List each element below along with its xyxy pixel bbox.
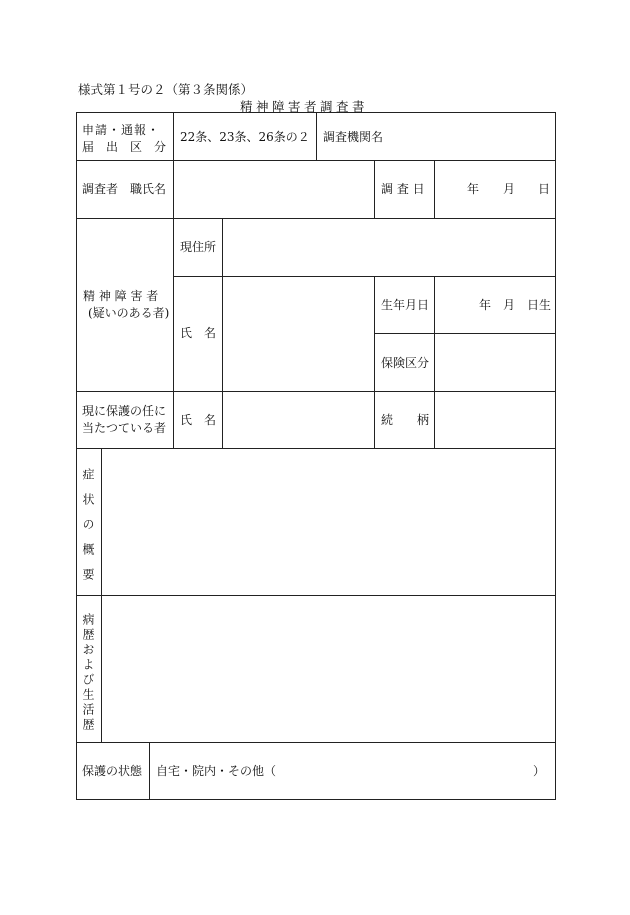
protection-status-options: 自宅・院内・その他（	[156, 764, 277, 778]
birth-day-label: 日生	[527, 298, 552, 312]
person-name-field[interactable]	[223, 277, 373, 390]
guardian-label-line2: 当たつている者	[82, 421, 167, 435]
divider	[76, 742, 556, 743]
document-title: 精神障害者調査書	[240, 99, 369, 114]
investigator-name-label: 調査者 職氏名	[82, 182, 167, 196]
protection-status-close-paren: ）	[533, 764, 546, 778]
relationship-field[interactable]	[435, 392, 555, 447]
symptoms-label: 症状の概要	[81, 468, 95, 593]
birth-month-label: 月	[503, 298, 516, 312]
protection-status-label: 保護の状態	[82, 764, 143, 778]
history-field[interactable]	[102, 596, 555, 741]
protection-other-field[interactable]	[285, 748, 525, 794]
agency-name-field[interactable]	[390, 113, 554, 159]
divider	[374, 160, 375, 218]
guardian-label-line1: 現に保護の任に	[82, 404, 167, 418]
divider	[374, 276, 375, 448]
investigator-name-field[interactable]	[174, 161, 373, 217]
person-label-line1: 精 神 障 害 者	[83, 289, 159, 303]
agency-name-label: 調査機関名	[323, 130, 384, 144]
insurance-label: 保険区分	[381, 356, 430, 370]
birth-date-field[interactable]	[435, 277, 555, 332]
guardian-name-label: 氏 名	[180, 413, 217, 427]
insurance-field[interactable]	[435, 334, 555, 390]
relationship-label: 続 柄	[381, 413, 430, 427]
history-label: 病歴および生活歴	[81, 613, 95, 733]
person-name-label: 氏 名	[180, 326, 217, 340]
date-month-label: 月	[503, 182, 516, 196]
birth-date-label: 生年月日	[381, 298, 430, 312]
form-number: 様式第１号の２（第３条関係）	[78, 82, 254, 97]
investigation-date-label: 調 査 日	[381, 182, 425, 196]
date-year-label: 年	[467, 182, 480, 196]
address-field[interactable]	[223, 219, 555, 275]
date-day-label: 日	[538, 182, 551, 196]
application-category-label-line1: 申請・通報・	[82, 123, 161, 137]
birth-year-label: 年	[479, 298, 492, 312]
person-label-line2: (疑いのある者)	[88, 306, 170, 320]
investigation-date-field[interactable]	[435, 161, 555, 217]
address-label: 現住所	[180, 240, 217, 254]
guardian-name-field[interactable]	[223, 392, 373, 447]
divider	[149, 742, 150, 800]
application-category-value: 22条、23条、26条の２	[180, 130, 310, 144]
application-category-label-line2: 届 出 区 分	[82, 140, 167, 154]
divider	[316, 112, 317, 160]
symptoms-field[interactable]	[102, 449, 555, 594]
